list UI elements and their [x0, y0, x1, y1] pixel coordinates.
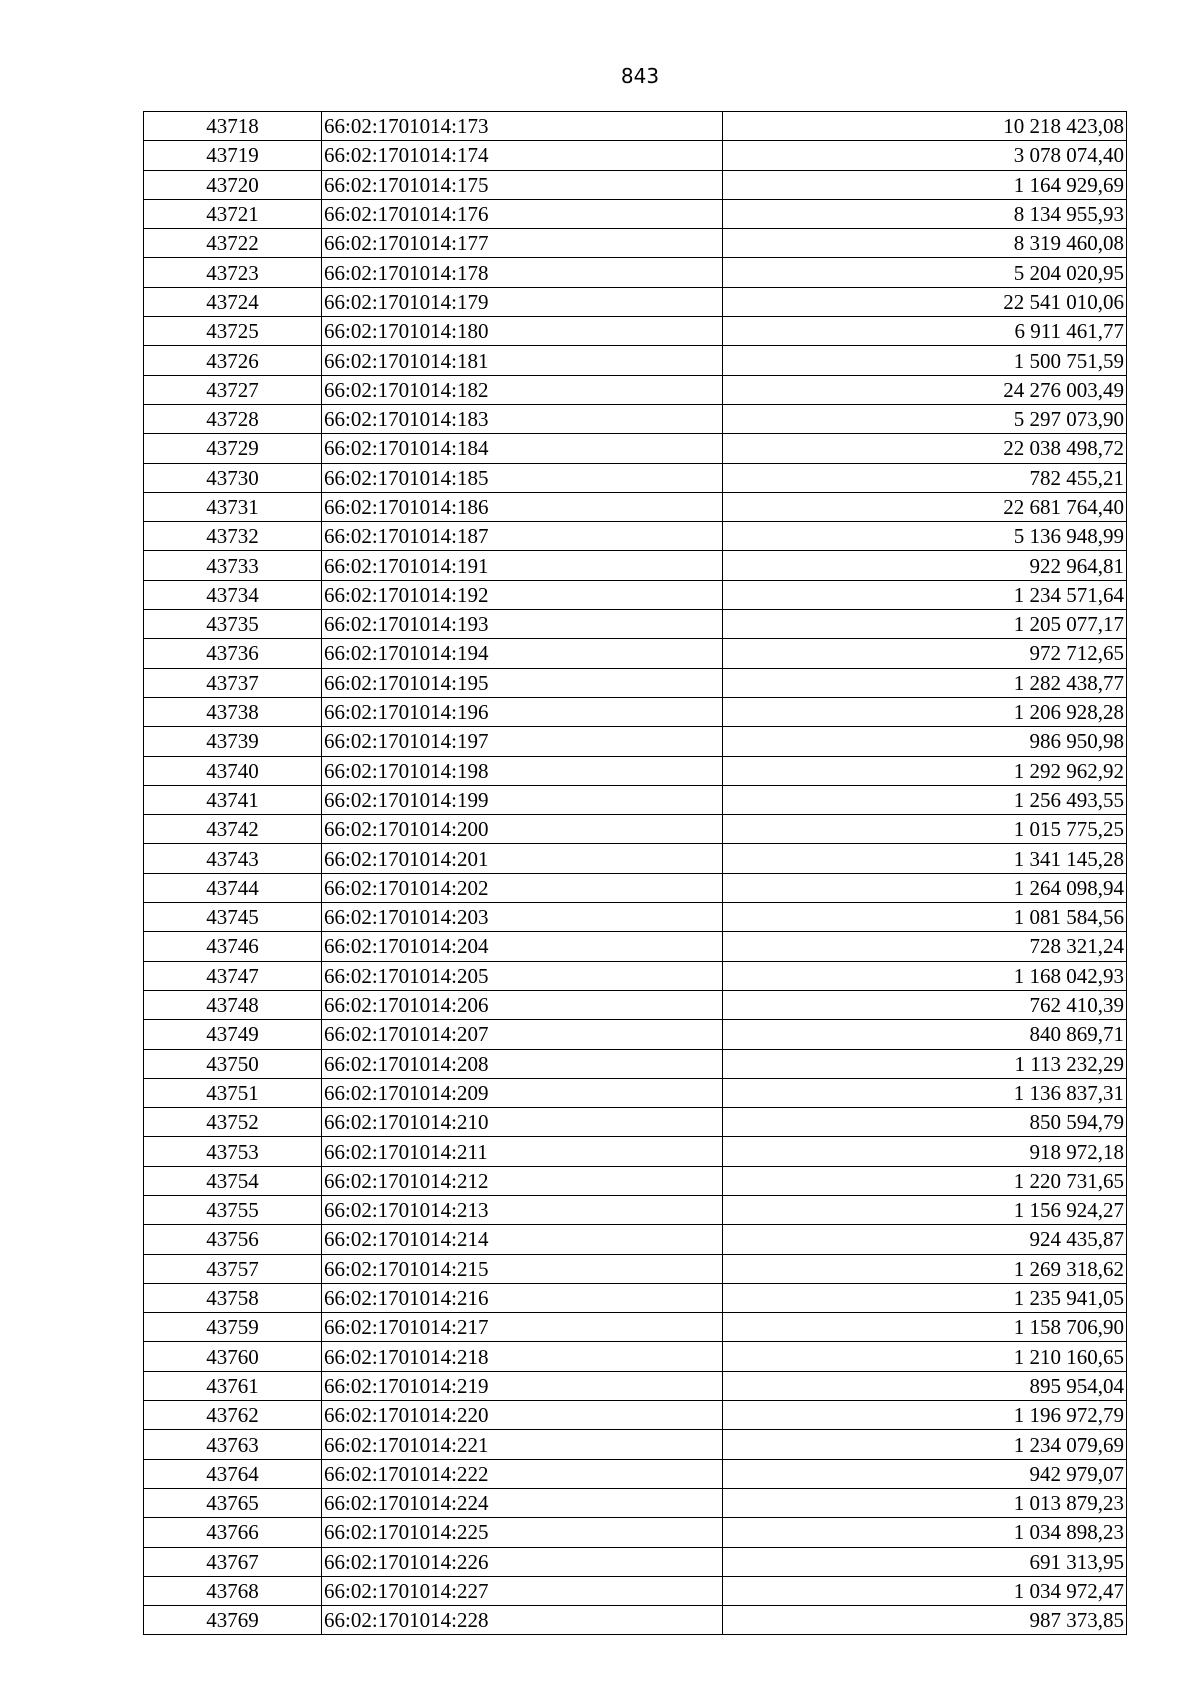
row-number-cell: 43725: [144, 317, 322, 346]
cadastral-number-cell: 66:02:1701014:176: [322, 199, 723, 228]
table-row: [144, 1518, 1127, 1547]
cadastral-number-cell: 66:02:1701014:193: [322, 610, 723, 639]
cadastral-number-cell: 66:02:1701014:185: [322, 463, 723, 492]
table-row: [144, 1430, 1127, 1459]
cadastral-number-cell: 66:02:1701014:215: [322, 1254, 723, 1283]
value-cell: 8 319 460,08: [723, 229, 1127, 258]
cadastral-number-cell: 66:02:1701014:198: [322, 756, 723, 785]
table-row: [144, 1108, 1127, 1137]
row-number-cell: 43727: [144, 375, 322, 404]
table-row: [144, 112, 1127, 141]
row-number-cell: 43758: [144, 1283, 322, 1312]
value-cell: 782 455,21: [723, 463, 1127, 492]
table-row: [144, 697, 1127, 726]
value-cell: 1 081 584,56: [723, 903, 1127, 932]
register-table: [143, 111, 1127, 1635]
row-number-cell: 43747: [144, 961, 322, 990]
row-number-cell: 43741: [144, 785, 322, 814]
row-number-cell: 43733: [144, 551, 322, 580]
table-row: [144, 1576, 1127, 1605]
cadastral-number-cell: 66:02:1701014:178: [322, 258, 723, 287]
cadastral-number-cell: 66:02:1701014:216: [322, 1283, 723, 1312]
cadastral-number-cell: 66:02:1701014:205: [322, 961, 723, 990]
table-row: [144, 785, 1127, 814]
table-row: [144, 668, 1127, 697]
row-number-cell: 43753: [144, 1137, 322, 1166]
row-number-cell: 43746: [144, 932, 322, 961]
value-cell: 22 681 764,40: [723, 492, 1127, 521]
value-cell: 1 013 879,23: [723, 1488, 1127, 1517]
value-cell: 1 292 962,92: [723, 756, 1127, 785]
row-number-cell: 43748: [144, 990, 322, 1019]
table-row: [144, 1195, 1127, 1224]
table-row: [144, 932, 1127, 961]
table-row: [144, 1137, 1127, 1166]
table-row: [144, 1049, 1127, 1078]
row-number-cell: 43763: [144, 1430, 322, 1459]
cadastral-number-cell: 66:02:1701014:225: [322, 1518, 723, 1547]
table-row: [144, 990, 1127, 1019]
cadastral-number-cell: 66:02:1701014:201: [322, 844, 723, 873]
row-number-cell: 43736: [144, 639, 322, 668]
cadastral-number-cell: 66:02:1701014:200: [322, 815, 723, 844]
value-cell: 1 264 098,94: [723, 873, 1127, 902]
cadastral-number-cell: 66:02:1701014:204: [322, 932, 723, 961]
value-cell: 10 218 423,08: [723, 112, 1127, 141]
table-row: [144, 873, 1127, 902]
row-number-cell: 43739: [144, 727, 322, 756]
cadastral-number-cell: 66:02:1701014:174: [322, 141, 723, 170]
cadastral-number-cell: 66:02:1701014:218: [322, 1342, 723, 1371]
value-cell: 1 136 837,31: [723, 1078, 1127, 1107]
table-row: [144, 903, 1127, 932]
cadastral-number-cell: 66:02:1701014:224: [322, 1488, 723, 1517]
row-number-cell: 43720: [144, 170, 322, 199]
row-number-cell: 43756: [144, 1225, 322, 1254]
value-cell: 1 164 929,69: [723, 170, 1127, 199]
cadastral-number-cell: 66:02:1701014:221: [322, 1430, 723, 1459]
table-row: [144, 317, 1127, 346]
row-number-cell: 43737: [144, 668, 322, 697]
cadastral-number-cell: 66:02:1701014:187: [322, 522, 723, 551]
value-cell: 691 313,95: [723, 1547, 1127, 1576]
table-row: [144, 1078, 1127, 1107]
row-number-cell: 43731: [144, 492, 322, 521]
value-cell: 22 038 498,72: [723, 434, 1127, 463]
cadastral-number-cell: 66:02:1701014:202: [322, 873, 723, 902]
row-number-cell: 43734: [144, 580, 322, 609]
cadastral-number-cell: 66:02:1701014:212: [322, 1166, 723, 1195]
cadastral-number-cell: 66:02:1701014:182: [322, 375, 723, 404]
row-number-cell: 43732: [144, 522, 322, 551]
table-row: [144, 463, 1127, 492]
value-cell: 850 594,79: [723, 1108, 1127, 1137]
table-row: [144, 844, 1127, 873]
row-number-cell: 43738: [144, 697, 322, 726]
cadastral-number-cell: 66:02:1701014:226: [322, 1547, 723, 1576]
cadastral-number-cell: 66:02:1701014:222: [322, 1459, 723, 1488]
value-cell: 922 964,81: [723, 551, 1127, 580]
table-row: [144, 551, 1127, 580]
table-row: [144, 141, 1127, 170]
cadastral-number-cell: 66:02:1701014:220: [322, 1401, 723, 1430]
value-cell: 918 972,18: [723, 1137, 1127, 1166]
value-cell: 1 168 042,93: [723, 961, 1127, 990]
row-number-cell: 43719: [144, 141, 322, 170]
row-number-cell: 43721: [144, 199, 322, 228]
cadastral-number-cell: 66:02:1701014:195: [322, 668, 723, 697]
table-row: [144, 170, 1127, 199]
row-number-cell: 43766: [144, 1518, 322, 1547]
cadastral-number-cell: 66:02:1701014:179: [322, 287, 723, 316]
table-row: [144, 1020, 1127, 1049]
value-cell: 1 206 928,28: [723, 697, 1127, 726]
cadastral-number-cell: 66:02:1701014:175: [322, 170, 723, 199]
value-cell: 1 210 160,65: [723, 1342, 1127, 1371]
table-row: [144, 199, 1127, 228]
table-row: [144, 1254, 1127, 1283]
value-cell: 1 205 077,17: [723, 610, 1127, 639]
value-cell: 762 410,39: [723, 990, 1127, 1019]
value-cell: 5 136 948,99: [723, 522, 1127, 551]
table-row: [144, 434, 1127, 463]
cadastral-number-cell: 66:02:1701014:217: [322, 1313, 723, 1342]
cadastral-number-cell: 66:02:1701014:227: [322, 1576, 723, 1605]
cadastral-number-cell: 66:02:1701014:186: [322, 492, 723, 521]
row-number-cell: 43726: [144, 346, 322, 375]
table-row: [144, 1225, 1127, 1254]
value-cell: 8 134 955,93: [723, 199, 1127, 228]
row-number-cell: 43755: [144, 1195, 322, 1224]
row-number-cell: 43757: [144, 1254, 322, 1283]
table-row: [144, 1283, 1127, 1312]
row-number-cell: 43769: [144, 1606, 322, 1635]
table-row: [144, 815, 1127, 844]
cadastral-number-cell: 66:02:1701014:196: [322, 697, 723, 726]
cadastral-number-cell: 66:02:1701014:207: [322, 1020, 723, 1049]
value-cell: 1 220 731,65: [723, 1166, 1127, 1195]
table-row: [144, 727, 1127, 756]
register-table-body: [144, 112, 1127, 1635]
row-number-cell: 43722: [144, 229, 322, 258]
table-row: [144, 610, 1127, 639]
table-row: [144, 1401, 1127, 1430]
cadastral-number-cell: 66:02:1701014:173: [322, 112, 723, 141]
cadastral-number-cell: 66:02:1701014:209: [322, 1078, 723, 1107]
row-number-cell: 43724: [144, 287, 322, 316]
table-row: [144, 1488, 1127, 1517]
value-cell: 942 979,07: [723, 1459, 1127, 1488]
value-cell: 987 373,85: [723, 1606, 1127, 1635]
cadastral-number-cell: 66:02:1701014:197: [322, 727, 723, 756]
table-row: [144, 580, 1127, 609]
cadastral-number-cell: 66:02:1701014:177: [322, 229, 723, 258]
cadastral-number-cell: 66:02:1701014:191: [322, 551, 723, 580]
table-row: [144, 522, 1127, 551]
cadastral-number-cell: 66:02:1701014:183: [322, 404, 723, 433]
table-row: [144, 639, 1127, 668]
cadastral-number-cell: 66:02:1701014:192: [322, 580, 723, 609]
value-cell: 728 321,24: [723, 932, 1127, 961]
cadastral-number-cell: 66:02:1701014:199: [322, 785, 723, 814]
value-cell: 5 204 020,95: [723, 258, 1127, 287]
table-row: [144, 1606, 1127, 1635]
table-row: [144, 229, 1127, 258]
value-cell: 1 235 941,05: [723, 1283, 1127, 1312]
cadastral-number-cell: 66:02:1701014:180: [322, 317, 723, 346]
row-number-cell: 43742: [144, 815, 322, 844]
cadastral-number-cell: 66:02:1701014:219: [322, 1371, 723, 1400]
value-cell: 1 256 493,55: [723, 785, 1127, 814]
row-number-cell: 43743: [144, 844, 322, 873]
value-cell: 986 950,98: [723, 727, 1127, 756]
value-cell: 1 196 972,79: [723, 1401, 1127, 1430]
cadastral-number-cell: 66:02:1701014:228: [322, 1606, 723, 1635]
row-number-cell: 43745: [144, 903, 322, 932]
cadastral-number-cell: 66:02:1701014:208: [322, 1049, 723, 1078]
row-number-cell: 43735: [144, 610, 322, 639]
table-row: [144, 1342, 1127, 1371]
table-row: [144, 1547, 1127, 1576]
row-number-cell: 43750: [144, 1049, 322, 1078]
cadastral-number-cell: 66:02:1701014:211: [322, 1137, 723, 1166]
value-cell: 1 015 775,25: [723, 815, 1127, 844]
cadastral-number-cell: 66:02:1701014:210: [322, 1108, 723, 1137]
table-row: [144, 1459, 1127, 1488]
value-cell: 840 869,71: [723, 1020, 1127, 1049]
value-cell: 895 954,04: [723, 1371, 1127, 1400]
value-cell: 1 341 145,28: [723, 844, 1127, 873]
table-row: [144, 756, 1127, 785]
value-cell: 5 297 073,90: [723, 404, 1127, 433]
row-number-cell: 43751: [144, 1078, 322, 1107]
row-number-cell: 43729: [144, 434, 322, 463]
table-row: [144, 346, 1127, 375]
table-row: [144, 375, 1127, 404]
row-number-cell: 43744: [144, 873, 322, 902]
value-cell: 1 113 232,29: [723, 1049, 1127, 1078]
value-cell: 924 435,87: [723, 1225, 1127, 1254]
value-cell: 1 034 972,47: [723, 1576, 1127, 1605]
cadastral-number-cell: 66:02:1701014:203: [322, 903, 723, 932]
row-number-cell: 43754: [144, 1166, 322, 1195]
table-row: [144, 258, 1127, 287]
value-cell: 3 078 074,40: [723, 141, 1127, 170]
value-cell: 22 541 010,06: [723, 287, 1127, 316]
row-number-cell: 43730: [144, 463, 322, 492]
cadastral-number-cell: 66:02:1701014:194: [322, 639, 723, 668]
value-cell: 6 911 461,77: [723, 317, 1127, 346]
table-row: [144, 404, 1127, 433]
value-cell: 1 158 706,90: [723, 1313, 1127, 1342]
value-cell: 24 276 003,49: [723, 375, 1127, 404]
row-number-cell: 43728: [144, 404, 322, 433]
value-cell: 1 156 924,27: [723, 1195, 1127, 1224]
table-row: [144, 961, 1127, 990]
cadastral-number-cell: 66:02:1701014:213: [322, 1195, 723, 1224]
cadastral-number-cell: 66:02:1701014:214: [322, 1225, 723, 1254]
row-number-cell: 43752: [144, 1108, 322, 1137]
table-row: [144, 1371, 1127, 1400]
row-number-cell: 43762: [144, 1401, 322, 1430]
value-cell: 1 234 079,69: [723, 1430, 1127, 1459]
row-number-cell: 43761: [144, 1371, 322, 1400]
cadastral-number-cell: 66:02:1701014:181: [322, 346, 723, 375]
row-number-cell: 43768: [144, 1576, 322, 1605]
row-number-cell: 43760: [144, 1342, 322, 1371]
value-cell: 1 034 898,23: [723, 1518, 1127, 1547]
row-number-cell: 43759: [144, 1313, 322, 1342]
table-row: [144, 1166, 1127, 1195]
value-cell: 1 234 571,64: [723, 580, 1127, 609]
value-cell: 1 269 318,62: [723, 1254, 1127, 1283]
row-number-cell: 43765: [144, 1488, 322, 1517]
row-number-cell: 43764: [144, 1459, 322, 1488]
cadastral-number-cell: 66:02:1701014:206: [322, 990, 723, 1019]
row-number-cell: 43749: [144, 1020, 322, 1049]
value-cell: 1 500 751,59: [723, 346, 1127, 375]
cadastral-number-cell: 66:02:1701014:184: [322, 434, 723, 463]
table-row: [144, 492, 1127, 521]
value-cell: 1 282 438,77: [723, 668, 1127, 697]
row-number-cell: 43767: [144, 1547, 322, 1576]
value-cell: 972 712,65: [723, 639, 1127, 668]
row-number-cell: 43718: [144, 112, 322, 141]
row-number-cell: 43740: [144, 756, 322, 785]
table-row: [144, 1313, 1127, 1342]
table-row: [144, 287, 1127, 316]
row-number-cell: 43723: [144, 258, 322, 287]
page-number: 843: [620, 64, 660, 88]
